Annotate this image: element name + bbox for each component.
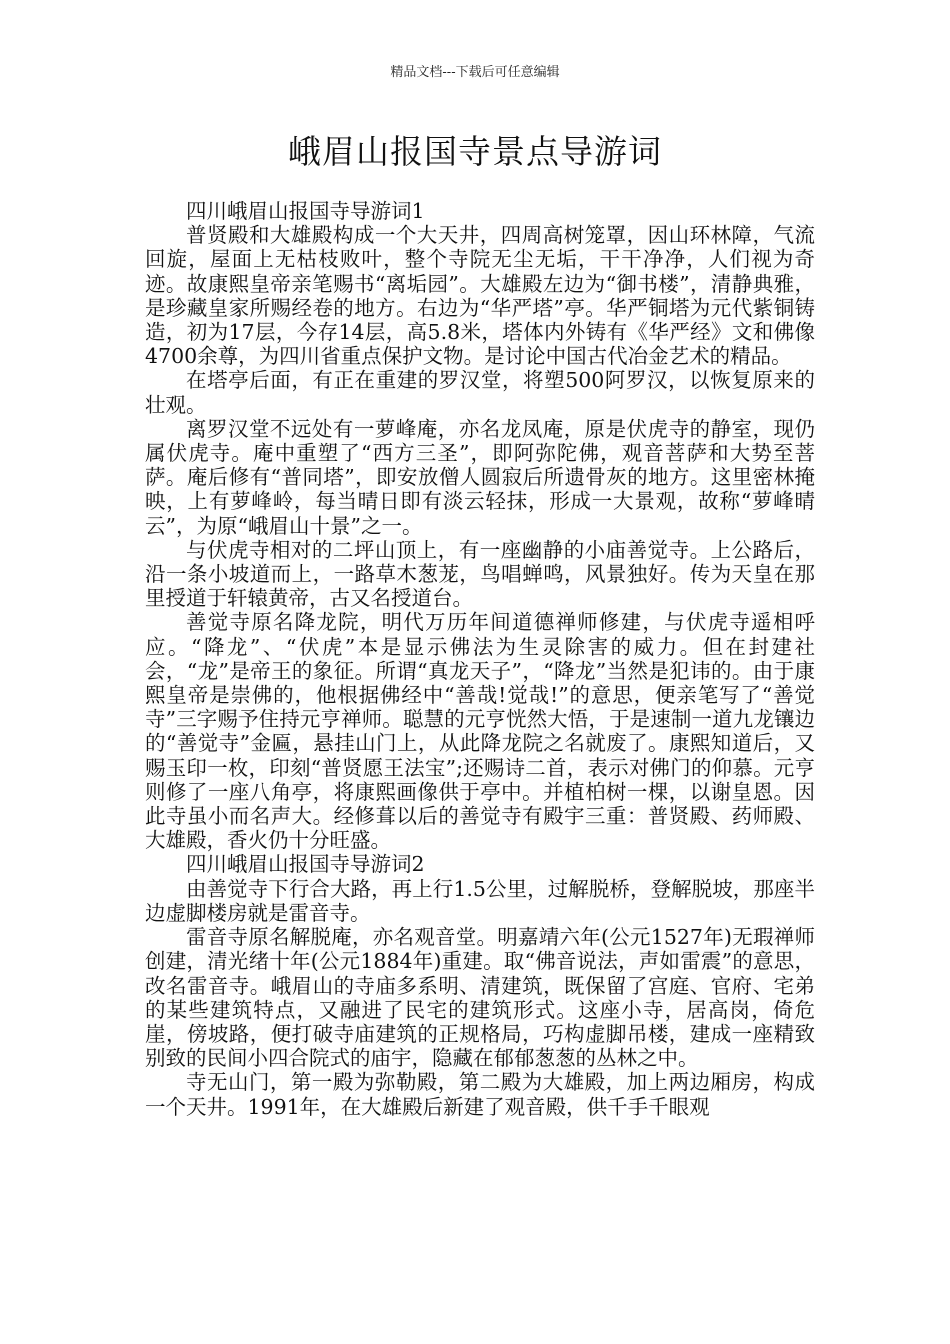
section-heading-1: 四川峨眉山报国寺导游词1 xyxy=(186,199,425,223)
paragraph: 在塔亭后面，有正在重建的罗汉堂，将塑500阿罗汉，以恢复原来的壮观。 xyxy=(145,368,815,417)
section-heading-2: 四川峨眉山报国寺导游词2 xyxy=(186,852,425,877)
paragraph: 普贤殿和大雄殿构成一个大天井，四周高树笼罩，因山环林障，气流回旋，屋面上无枯枝败叶，整个寺院无尘无垢，干干净净，人们视为奇迹。故康熙皇帝亲笔赐书“离垢园”。大雄殿左边为“御书楼”，清静典雅，是珍藏皇家所赐经卷的地方。右边为“华严塔”亭。华严铜塔为元代紫铜铸造，初为17层，今存14层，高5.8米，塔体内外铸有《华严经》文和佛像4700余尊，为四川省重点保护文物。是讨论中国古代冶金艺术的精品。 xyxy=(145,223,815,369)
document-body xyxy=(145,199,815,1119)
paragraph: 雷音寺原名解脱庵，亦名观音堂。明嘉靖六年(公元1527年)无瑕禅师创建，清光绪十年(公元1884年)重建。取“佛音说法，声如雷震”的意思，改名雷音寺。峨眉山的寺庙多系明、清建筑，既保留了宫庭、官府、宅弟的某些建筑特点，又融进了民宅的建筑形式。这座小寺，居高岗，倚危崖，傍坡路，便打破寺庙建筑的正规格局，巧构虚脚吊楼，建成一座精致别致的民间小四合院式的庙宇，隐藏在郁郁葱葱的丛林之中。 xyxy=(145,925,815,1071)
paragraph: 离罗汉堂不远处有一萝峰庵，亦名龙凤庵，原是伏虎寺的静室，现仍属伏虎寺。庵中重塑了“西方三圣”，即阿弥陀佛，观音菩萨和大势至菩萨。庵后修有“普同塔”，即安放僧人圆寂后所遗骨灰的地方。这里密林掩映，上有萝峰岭，每当晴日即有淡云轻抹，形成一大景观，故称“萝峰晴云”，为原“峨眉山十景”之一。 xyxy=(145,416,815,538)
paragraph: 寺无山门，第一殿为弥勒殿，第二殿为大雄殿，加上两边厢房，构成一个天井。1991年，在大雄殿后新建了观音殿，供千手千眼观 xyxy=(145,1070,815,1119)
paragraph: 由善觉寺下行合大路，再上行1.5公里，过解脱桥，登解脱坡，那座半边虚脚楼房就是雷音寺。 xyxy=(145,876,815,925)
paragraph: 善觉寺原名降龙院，明代万历年间道德禅师修建，与伏虎寺遥相呼应。“降龙”、“伏虎”本是显示佛法为生灵除害的威力。但在封建社会，“龙”是帝王的象征。所谓“真龙天子”，“降龙”当然是犯讳的。由于康熙皇帝是崇佛的，他根据佛经中“善哉!觉哉!”的意思，便亲笔写了“善觉寺”三字赐予住持元亨禅师。聪慧的元亨恍然大悟，于是速制一道九龙镶边的“善觉寺”金匾，悬挂山门上，从此降龙院之名就废了。康熙知道后，又赐玉印一枚，印刻“普贤愿王法宝”;还赐诗二首，表示对佛门的仰慕。元亨则修了一座八角亭，将康熙画像供于亭中。并植柏树一棵，以谢皇恩。因此寺虽小而名声大。经修葺以后的善觉寺有殿宇三重：普贤殿、药师殿、大雄殿，香火仍十分旺盛。 xyxy=(145,610,815,853)
page-header: 精品文档---下载后可任意编辑 xyxy=(390,65,560,80)
paragraph: 与伏虎寺相对的二坪山顶上，有一座幽静的小庙善觉寺。上公路后，沿一条小坡道而上，一路草木葱茏，鸟唱蝉鸣，风景独好。传为天皇在那里授道于轩辕黄帝，古又名授道台。 xyxy=(145,537,815,611)
document-title: 峨眉山报国寺景点导游词 xyxy=(288,132,662,171)
